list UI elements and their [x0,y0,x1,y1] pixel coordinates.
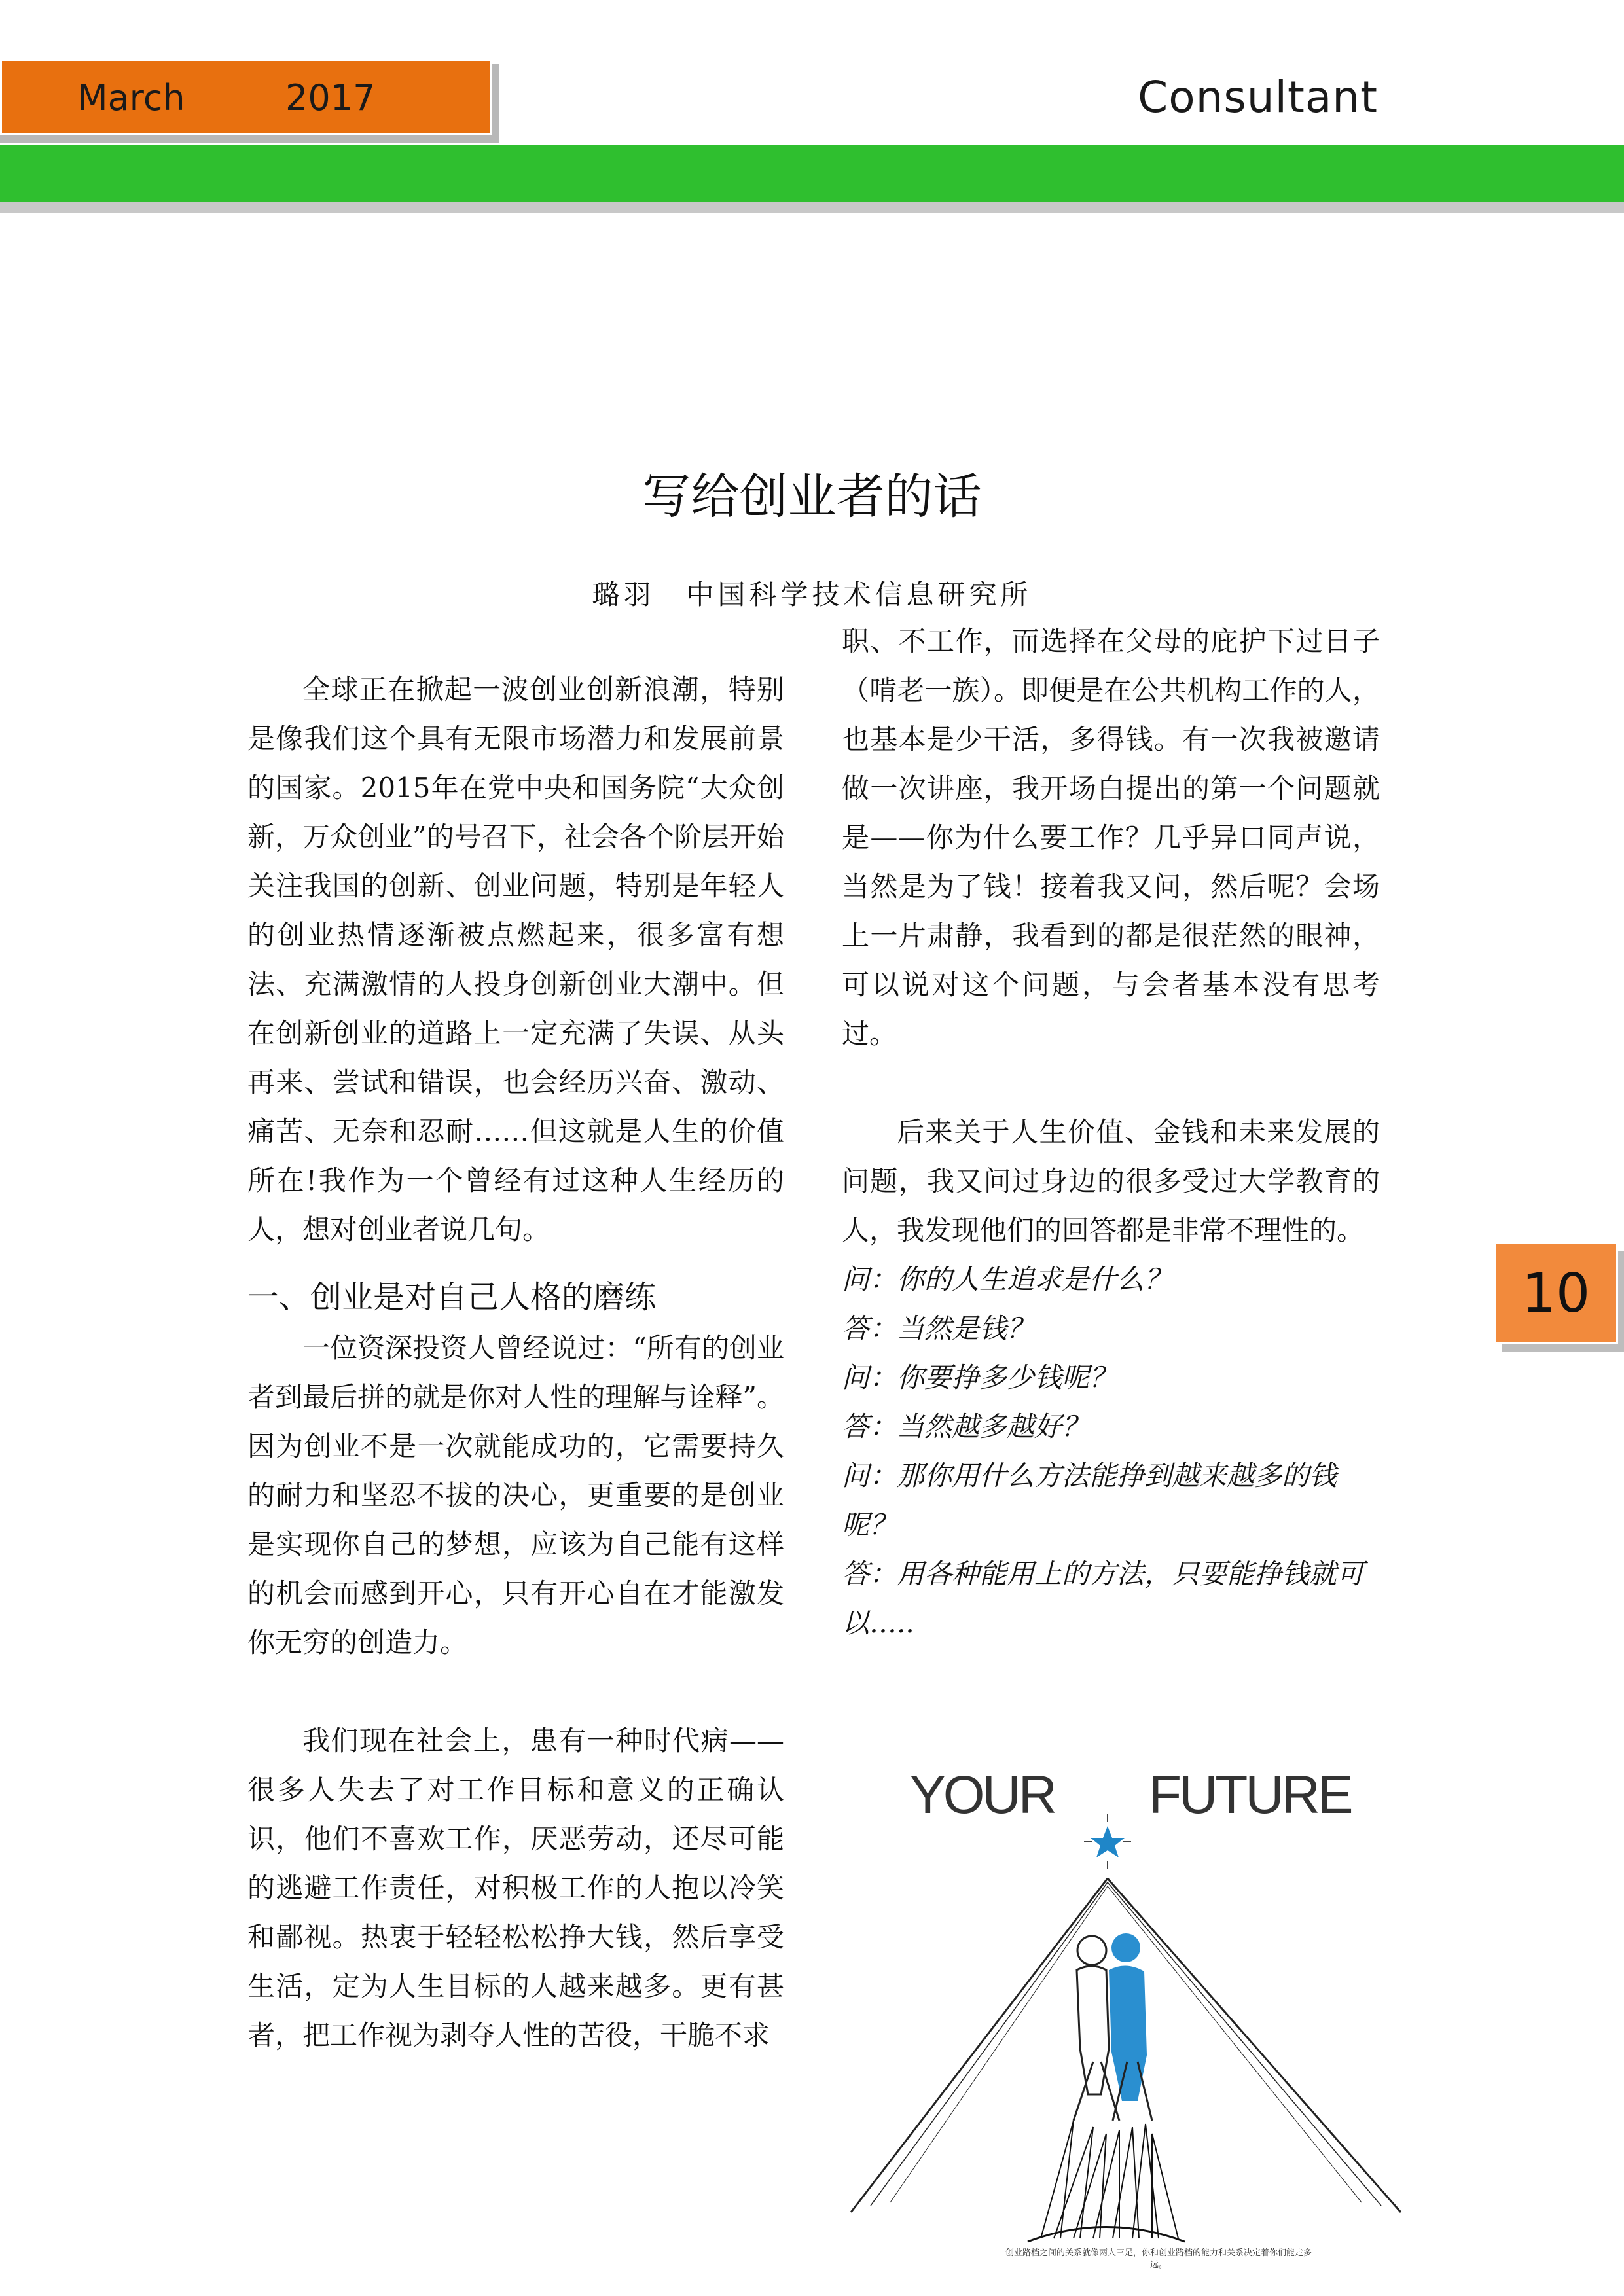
qa-line: 问：那你用什么方法能挣到越来越多的钱呢？ [842,1460,1337,1541]
header-green-shadow [0,202,1624,213]
your-future-illustration [844,1754,1407,2271]
qa-line: 答：用各种能用上的方法，只要能挣钱就可以….. [842,1558,1365,1639]
article-title: 写给创业者的话 [642,469,982,525]
illustration-caption: 创业路档之间的关系就像两人三足，你和创业路档的能力和关系决定着你们能走多远。 [1005,2248,1312,2270]
star-icon [1084,1814,1131,1869]
qa-line: 答：当然越多越好？ [842,1410,1090,1443]
header-year: 2017 [285,77,376,118]
qa-line: 答：当然是钱？ [842,1312,1035,1344]
journal-name: Consultant [1138,72,1378,122]
continued-paragraph: 职、不工作，而选择在父母的庇护下过日子（啃老一族）。即便是在公共机构工作的人，也基本是少干活，多得钱。有一次我被邀请做一次讲座，我开场白提出的第一个问题就是——你为什么要工作？几乎异口同声说，当然是为了钱！接着我又问，然后呢？会场上一片肃静，我看到的都是很茫然的眼神，可以说对这个问题，与会者基本没有思考过。 [842,625,1380,1050]
shadow-scribble [1028,2121,1185,2242]
disease-paragraph: 我们现在社会上，患有一种时代病——很多人失去了对工作目标和意义的正确认识，他们不喜欢工作，厌恶劳动，还尽可能的逃避工作责任，对积极工作的人抱以冷笑和鄙视。热衷于轻轻松松挣大钱，然后享受生活，定为人生目标的人越来越多。更有甚者，把工作视为剥夺人性的苦役，干脆不求 [247,1725,784,2051]
later-paragraph: 后来关于人生价值、金钱和未来发展的问题，我又问过身边的很多受过大学教育的人，我发现他们的回答都是非常不理性的。 [842,1116,1380,1246]
intro-paragraph: 全球正在掀起一波创业创新浪潮，特别是像我们这个具有无限市场潜力和发展前景的国家。2015年在党中央和国务院“大众创新，万众创业”的号召下，社会各个阶层开始关注我国的创新、创业问题，特别是年轻人的创业热情逐渐被点燃起来，很多富有想法、充满激情的人投身创新创业大潮中。但在创新创业的道路上一定充满了失误、从头再来、尝试和错误，也会经历兴奋、激动、痛苦、无奈和忍耐……但这就是人生的价值所在!我作为一个曾经有过这种人生经历的人，想对创业者说几句。 [247,673,784,1246]
article-byline: 璐羽 中国科学技术信息研究所 [592,579,1032,611]
header-green-bar [0,145,1624,202]
header-month: March [77,77,185,118]
right-column [842,617,1380,1647]
illustration-word-your: YOUR [910,1765,1055,1825]
illustration-word-future: FUTURE [1149,1765,1351,1825]
qa-line: 问：你要挣多少钱呢？ [842,1361,1117,1393]
qa-line: 问：你的人生追求是什么？ [842,1263,1172,1295]
section-heading: 一、创业是对自己人格的磨练 [247,1279,657,1316]
page-number: 10 [1494,1242,1618,1344]
two-people-figure [1074,1933,1152,2121]
header-date-bar [0,59,492,135]
left-column [247,665,784,2060]
section-paragraph: 一位资深投资人曾经说过：“所有的创业者到最后拼的就是你对人性的理解与诠释”。因为创业不是一次就能成功的，它需要持久的耐力和坚忍不拔的决心，更重要的是创业是实现你自己的梦想，应该为自己能有这样的机会而感到开心，只有开心自在才能激发你无穷的创造力。 [247,1332,784,1659]
